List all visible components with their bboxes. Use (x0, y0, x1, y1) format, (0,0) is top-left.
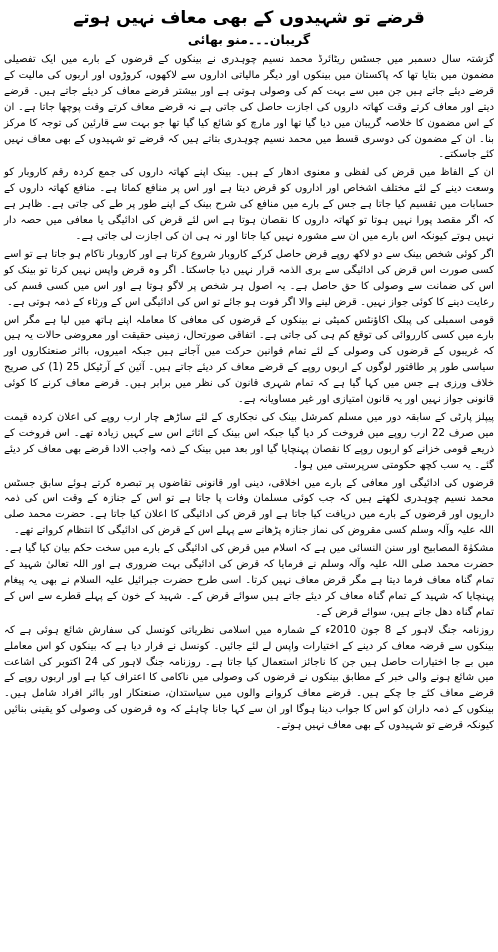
article-paragraph: قومی اسمبلی کی پبلک اکاؤنٹس کمیٹی نے بینکوں کے قرضوں کی معافی کا معاملہ اپنے ہاتھ میں لیا ہے مگر اس بارے میں کسی کارروائی کی توقع کم ہی کی جاتی ہے۔ اتفاقی صورتحال، زمینی حقیقت اور معروضی حالات یہ ہیں کہ غریبوں کے قرضوں کی وصولی کے لئے تمام قوانین حرکت میں آجاتے ہیں جبکہ امیروں، بااثر صنعتکاروں اور سیاسی طور پر طاقتور لوگوں کے اربوں روپے کے قرضے معاف کر دیئے جاتے ہیں۔ آئین کے آرٹیکل 25 (1) کی صریح خلاف ورزی ہے جس میں کہا گیا ہے کہ تمام شہری قانون کی نظر میں برابر ہیں۔ قرضے معاف کرنے کا کوئی قانونی جواز نہیں اور یہ قانون امتیازی اور غیر مساویانہ ہے۔ (4, 314, 495, 406)
article-paragraph: ان کے الفاظ میں قرض کی لفظی و معنوی ادھار کے ہیں۔ بینک اپنے کھاتہ داروں کی جمع کردہ رقم کاروبار کو وسعت دینے کے لئے مختلف اشخاص اور اداروں کو قرض دیتا ہے اور اس پر منافع کماتا ہے۔ منافع کھاتہ داروں کے حسابات میں تقسیم کیا جاتا ہے جس کے بارے میں منافع کی شرح بینک کے اپنے طور پر طے کی جاتی ہے۔ ظاہر ہے کہ اگر مقصد پورا نہیں ہوتا تو کھاتہ داروں کا نقصان ہوتا ہے اس لئے قرض کی ادائیگی یا معافی میں حصہ دار نہیں ہوتے کیونکہ اس بارے میں ان سے مشورہ نہیں کیا جاتا اور نہ ہی ان کی اجازت لی جاتی ہے۔ (4, 167, 494, 242)
article-body (4, 52, 494, 734)
article-byline: گریبان۔۔۔منو بھائی (187, 32, 311, 47)
article-paragraph: گزشتہ سال دسمبر میں جسٹس ریٹائرڈ محمد نسیم چوہدری نے بینکوں کے قرضوں کے بارے میں ایک تفصیلی مضمون میں بتایا تھا کہ پاکستان میں بینکوں اور دیگر مالیاتی اداروں سے لاکھوں، کروڑوں اور اربوں کی مالیت کے قرضے دیئے جاتے ہیں جن میں سے بہت کم کی وصولی ہوتی ہے اور بیشتر قرضے معاف کر دیئے جاتے ہیں۔ قرضے دیتے اور معاف کرتے وقت کھاتہ داروں کی اجازت حاصل کی جاتی ہے نہ قرضے معاف کرتے وقت پوچھا جاتا ہے۔ ان کے اس مضمون کا خلاصہ گریبان میں دیا گیا تھا اور مارچ کو شائع کیا گیا تھا جو بہت سے قارئین کی توجہ کا مرکز بنا۔ ان کے مضمون کی دوسری قسط میں محمد نسیم چوہدری بتاتے ہیں کہ قرضے تو شہیدوں کے بھی معاف نہیں کئے جاسکتے۔ (4, 54, 494, 161)
article-title: قرضے تو شہیدوں کے بھی معاف نہیں ہوتے (73, 8, 425, 28)
article-paragraph: پیپلز پارٹی کے سابقہ دور میں مسلم کمرشل بینک کی نجکاری کے لئے ساڑھے چار ارب روپے کی اعلان کردہ قیمت میں صرف 22 ارب روپے میں فروخت کر دیا گیا جبکہ اس بینک کے اثاثے اس سے کہیں زیادہ تھے۔ اس فروخت کے ذریعے قومی خزانے کو اربوں روپے کا نقصان پہنچایا گیا اور بعد میں بینک کے ذمہ واجب الادا قرضے بھی معاف کر دیئے گئے۔ یہ سب کچھ حکومتی سرپرستی میں ہوا۔ (4, 411, 494, 471)
article-paragraph: مشکوٰۃ المصابیح اور سنن النسائی میں ہے کہ اسلام میں قرض کی ادائیگی کے بارے میں سخت حکم بیان کیا گیا ہے۔ حضرت محمد صلی اللہ علیہ وآلہ وسلم نے فرمایا کہ قرض کی ادائیگی بہت ضروری ہے اور اللہ تعالیٰ شہید کے تمام گناہ معاف فرما دیتا ہے مگر قرض معاف نہیں کرتا۔ اسی طرح حضرت جبرائیل علیہ السلام نے بھی یہ پیغام پہنچایا کہ شہید کے تمام گناہ معاف کر دیئے جاتے ہیں سوائے قرض کے۔ شہید کے خون کے پہلے قطرے سے اس کے تمام گناہ دھل جاتے ہیں، سوائے قرض کے۔ (4, 543, 494, 618)
article-paragraph: قرضوں کی ادائیگی اور معافی کے بارے میں اخلاقی، دینی اور قانونی تقاضوں پر تبصرہ کرتے ہوئے سابق جسٹس محمد نسیم چوہدری لکھتے ہیں کہ جب کوئی مسلمان وفات پا جاتا ہے تو اس کے جنازہ کے وقت اس کی ذمہ داریوں اور قرضوں کے بارے میں دریافت کیا جاتا ہے اور قرض کی ادائیگی کا اعلان کیا جاتا ہے۔ حضرت محمد صلی اللہ علیہ وآلہ وسلم کسی مقروض کی نماز جنازہ پڑھانے سے پہلے اس کے قرض کی ادائیگی کا انتظام کرواتے تھے۔ (4, 477, 494, 537)
article-paragraph: اگر کوئی شخص بینک سے دو لاکھ روپے قرض حاصل کرکے کاروبار شروع کرتا ہے اور کاروبار ناکام ہو جاتا ہے تو اسے کسی صورت اس قرض کی ادائیگی سے بری الذمہ قرار نہیں دیا جاسکتا۔ اگر وہ قرض واپس نہیں کرتا تو بینک کو اس کی ضمانت سے وصولی کا حق حاصل ہے۔ یہ اصول ہر شخص پر لاگو ہوتا ہے اور اس میں کسی قسم کی رعایت دینے کا کوئی جواز نہیں۔ قرض لینے والا اگر فوت ہو جائے تو اس کی ادائیگی اس کے ورثاء کے ذمہ ہوتی ہے۔ (4, 248, 494, 308)
article-paragraph: روزنامہ جنگ لاہور کے 8 جون 2010ء کے شمارہ میں اسلامی نظریاتی کونسل کی سفارش شائع ہوئی ہے کہ بینکوں سے قرضہ معاف کر دینے کے اختیارات واپس لے لئے جائیں۔ کونسل نے قرار دیا ہے کہ بینکوں کو اس معاملے میں بے جا اختیارات حاصل ہیں جن کا ناجائز استعمال کیا جاتا ہے۔ روزنامہ جنگ لاہور کی 24 اکتوبر کی اشاعت میں شائع ہونے والی خبر کے مطابق بینکوں نے قرضوں کی وصولی میں ناکامی کا اعتراف کیا ہے اور اربوں روپے کے قرضے معاف کئے جا چکے ہیں۔ قرضے معاف کروانے والوں میں سیاستدان، صنعتکار اور بااثر افراد شامل ہیں۔ بینکوں کے ذمہ داران کو اس کا جواب دینا ہوگا اور ان سے کہا جانا چاہئے کہ وہ قرضوں کی وصولی کو یقینی بنائیں کیونکہ قرضے تو شہیدوں کے بھی معاف نہیں ہوتے۔ (4, 624, 494, 732)
